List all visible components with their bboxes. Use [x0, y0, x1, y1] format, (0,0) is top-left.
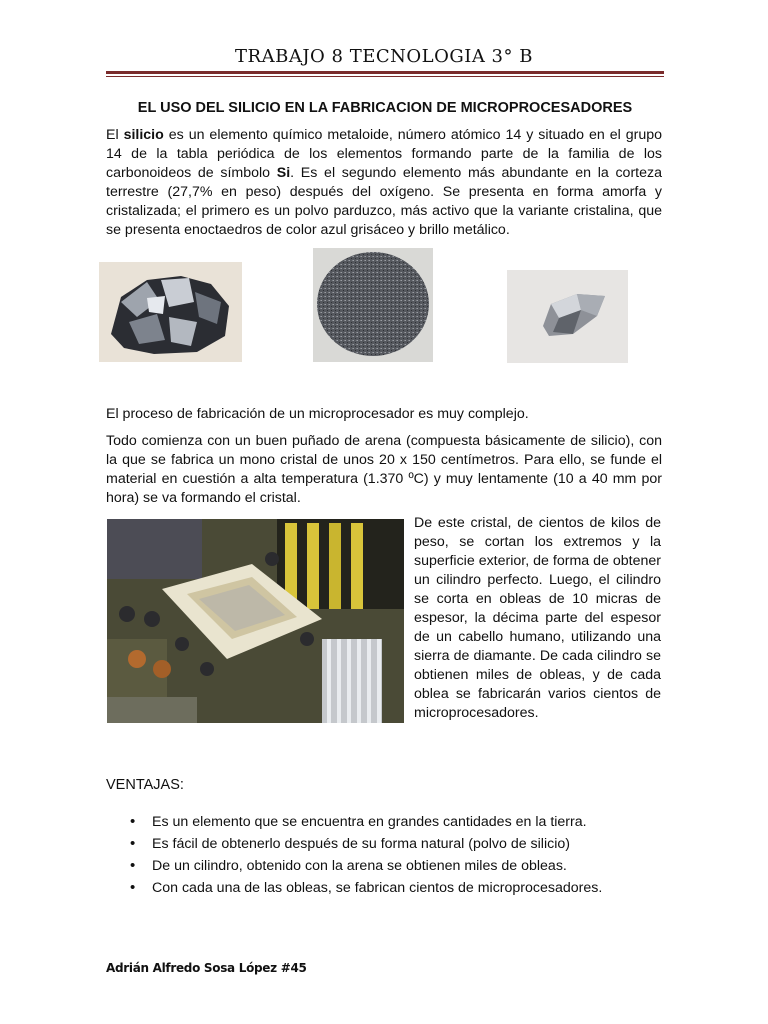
document-heading: EL USO DEL SILICIO EN LA FABRICACION DE MICROPROCESADORES [137, 100, 633, 116]
header-rule-thin [106, 76, 664, 77]
motherboard-image [107, 519, 404, 723]
list-item: • Es un elemento que se encuentra en grandes cantidades en la tierra. [130, 811, 670, 833]
header-title: TRABAJO 8 TECNOLOGIA 3° B [235, 46, 533, 67]
intro-paragraph: El silicio es un elemento químico metaloide, número atómico 14 y situado en el grupo 14 de la tabla periódica de los elementos formando parte de la familia de los carbonoideos de símbolo Si. Es el segundo elemento más abundante en la corteza terrestre (27,7% en peso) después del oxígeno. Se presenta en forma amorfa y cristalizada; el primero es un polvo parduzco, más activo que la variante cristalina, que se presenta enoctaedros de color azul grisáceo y brillo metálico. [106, 127, 662, 238]
process-intro-paragraph: El proceso de fabricación de un microprocesador es muy complejo. [106, 406, 529, 422]
list-item: • Con cada una de las obleas, se fabrican cientos de microprocesadores. [130, 877, 670, 899]
list-item: • De un cilindro, obtenido con la arena se obtienen miles de obleas. [130, 855, 670, 877]
symbol-bold: Si [276, 165, 291, 181]
ventajas-label: VENTAJAS: [106, 777, 184, 793]
silicon-powder-image [313, 248, 433, 362]
list-item: • Es fácil de obtenerlo después de su forma natural (polvo de silicio) [130, 833, 670, 855]
footer-author: Adrián Alfredo Sosa López #45 [106, 961, 307, 975]
crystal-cutting-paragraph: De este cristal, de cientos de kilos de peso, se cortan los extremos y la superficie exterior, de forma de obtener un cilindro perfecto. Luego, el cilindro se corta en obleas de 10 micras de espesor, la décima parte del espesor de un cabello humano, utilizando una sierra de diamante. De cada cilindro se obtienen miles de obleas, y de cada oblea se fabricarán varios cientos de microprocesadores. [414, 515, 661, 721]
silicon-crystal-image [99, 262, 242, 362]
sand-process-paragraph: Todo comienza con un buen puñado de arena (compuesta básicamente de silicio), con la que se fabrica un mono cristal de unos 20 x 150 centímetros. Para ello, se funde el material en cuestión a alta temperatura (1.370 ºC) y muy lentamente (10 a 40 mm por hora) se va formando el cristal. [106, 433, 662, 506]
silicon-piece-image [507, 270, 628, 363]
ventajas-list [130, 811, 670, 899]
silicio-bold: silicio [123, 127, 164, 143]
header-rule-thick [106, 71, 664, 74]
